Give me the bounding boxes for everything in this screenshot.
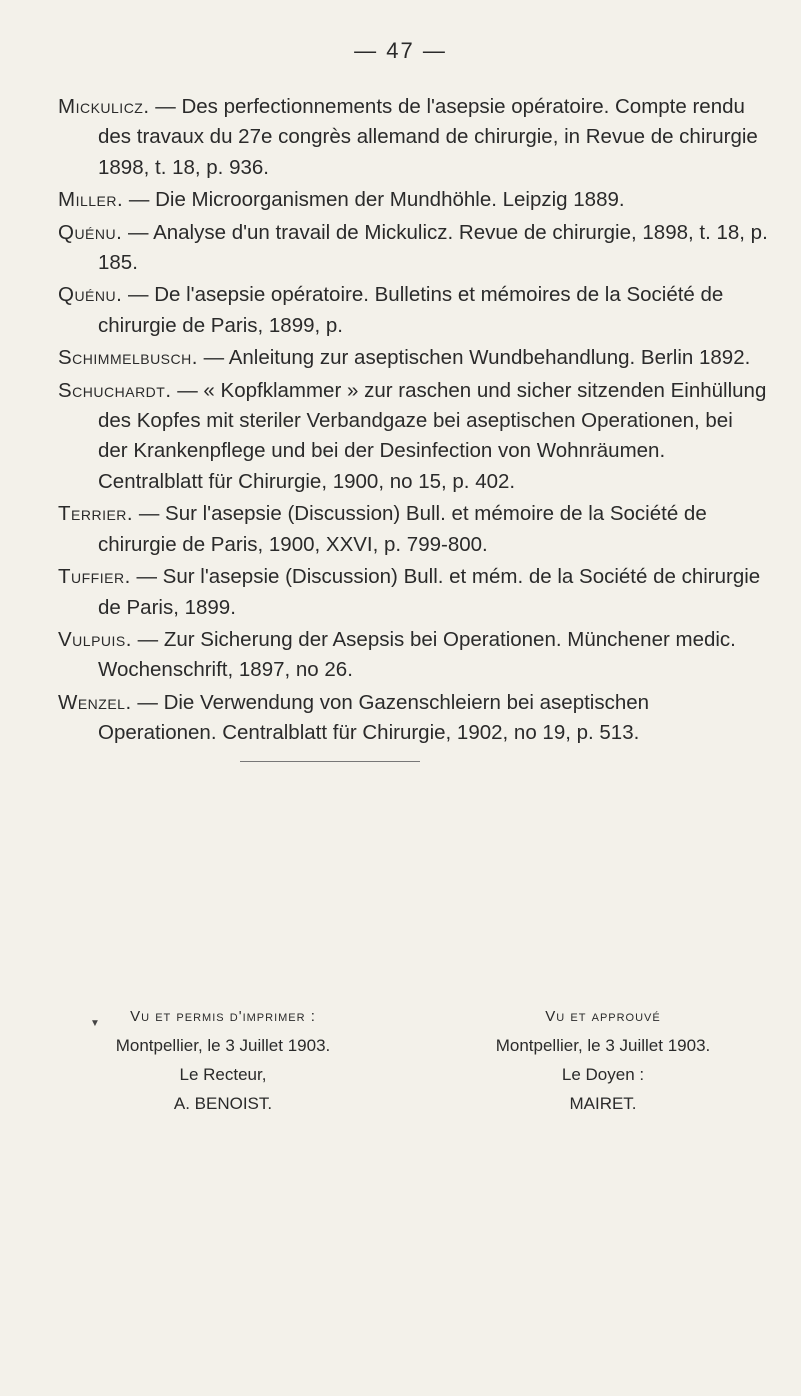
bib-author: Tuffier. — [58, 565, 131, 589]
bib-text: — Analyse d'un travail de Mickulicz. Revue de chirurgie, 1898, t. 18, p. 185. — [98, 220, 768, 275]
bib-text: — Sur l'asepsie (Discussion) Bull. et mém. de la Société de chirurgie de Paris, 1899. — [98, 565, 761, 619]
approval-section — [58, 1002, 778, 1118]
bib-author: Vulpuis. — [58, 627, 132, 651]
bib-entry — [58, 185, 768, 215]
bib-text: — Sur l'asepsie (Discussion) Bull. et mémoire de la Société de chirurgie de Paris, 1900, XXVI, p. 799-800. — [98, 502, 707, 556]
approval-title: Le Recteur, — [179, 1065, 267, 1084]
bib-author: Quénu. — [58, 220, 123, 244]
page-number: — 47 — — [354, 38, 447, 63]
print-mark-icon: ▼ — [90, 1018, 100, 1029]
bib-text: — Die Microorganismen der Mundhöhle. Leipzig 1889. — [128, 188, 625, 212]
approval-signatory: A. BENOIST. — [173, 1094, 273, 1113]
bib-text: — Zur Sicherung der Asepsis bei Operationen. Münchener medic. Wochenschrift, 1897, no 26. — [98, 627, 736, 682]
bib-text: — De l'asepsie opératoire. Bulletins et mémoires de la Société de chirurgie de Paris, 1899, p. — [98, 283, 724, 337]
approval-heading: Vu et approuvé — [545, 1008, 661, 1025]
bib-author: Terrier. — [58, 502, 134, 526]
section-divider — [240, 761, 420, 762]
bib-text: — Die Verwendung von Gazenschleiern bei aseptischen Operationen. Centralblatt für Chirurgie, 1902, no 19, p. 513. — [98, 690, 650, 745]
bib-entry — [58, 688, 768, 749]
bib-author: Miller. — [58, 188, 124, 212]
bib-entry — [58, 218, 768, 279]
approval-title: Le Doyen : — [561, 1065, 645, 1084]
bib-text: — « Kopfklammer » zur raschen und sicher sitzenden Einhüllung des Kopfes mit steriler Verbandgaze bei aseptischen Operationen, bei der Krankenpflege und bei der Desinfection von Wohnräumen. Centralblatt für Chirurgie, 1900, no 15, p. 402. — [98, 378, 767, 493]
bib-author: Quénu. — [58, 283, 123, 307]
bib-entry — [58, 343, 768, 373]
bib-entry — [58, 562, 768, 623]
approval-heading: Vu et permis d'imprimer : — [130, 1008, 316, 1025]
bib-author: Wenzel. — [58, 690, 132, 714]
bib-entry — [58, 92, 768, 183]
approval-place-date: Montpellier, le 3 Juillet 1903. — [115, 1036, 331, 1055]
bib-author: Schuchardt. — [58, 378, 172, 402]
approval-signatory: MAIRET. — [569, 1094, 637, 1113]
bib-entry — [58, 376, 768, 498]
rector-approval — [58, 1002, 388, 1118]
bib-text: — Anleitung zur aseptischen Wundbehandlung. Berlin 1892. — [203, 346, 751, 370]
approval-place-date: Montpellier, le 3 Juillet 1903. — [495, 1036, 711, 1055]
bib-entry — [58, 280, 768, 341]
bib-author: Mickulicz. — [58, 95, 150, 118]
bib-text: — Des perfectionnements de l'asepsie opératoire. Compte rendu des travaux du 27e congrès allemand de chirurgie, in Revue de chirurgie 1898, t. 18, p. 936. — [98, 95, 758, 179]
bib-author: Schimmelbusch. — [58, 346, 198, 370]
bib-entry — [58, 499, 768, 560]
dean-approval — [438, 1002, 768, 1118]
bib-entry — [58, 625, 768, 686]
bibliography-list — [58, 92, 768, 751]
